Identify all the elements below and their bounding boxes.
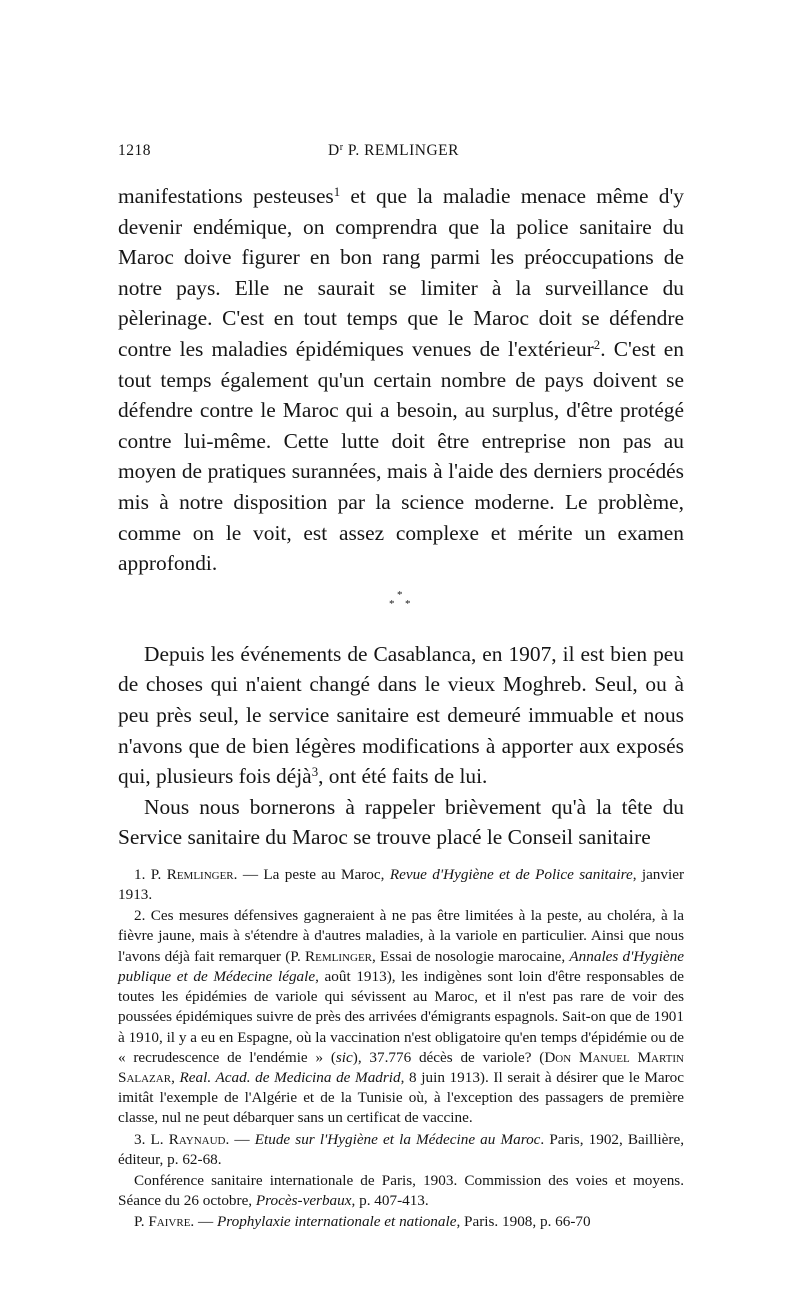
- page-header: [118, 142, 684, 166]
- footnote-text: , p. 407-413.: [351, 1192, 429, 1210]
- paragraph-1: [118, 181, 684, 579]
- footnote-text: 1. P.: [134, 865, 167, 883]
- footnote-author: Faivre: [148, 1213, 191, 1231]
- footnote-journal: Real. Acad. de Medicina de Madrid: [179, 1068, 401, 1086]
- footnote-author: Don Manuel Martin Salazar: [118, 1048, 684, 1086]
- footnote-text: , 8 juin 1913). Il serait à désirer que le Maroc imitât l'exemple de l'Algérie et de la Tunisie où, à l'exception des passagers de première classe, nul ne peut débarquer sans un certificat de vaccine.: [118, 1068, 684, 1127]
- footnote-journal: Annales d'Hygiène publique et de Médecine légale: [118, 947, 684, 985]
- footnote-title: Procès-verbaux: [255, 1192, 352, 1210]
- running-head-name: P. REMLINGER: [343, 142, 459, 159]
- footnote-2: [118, 906, 684, 1128]
- footnote-text: . —: [225, 1130, 255, 1148]
- footnote-ref-3: 3: [311, 765, 319, 780]
- footnote-text: , Paris. 1908, p. 66-70: [456, 1213, 591, 1231]
- footnote-text: 3. L.: [134, 1130, 169, 1148]
- paragraph-text: et que la maladie menace même d'y devenir endémique, on comprendra que la police sanitaire du Maroc doive figurer en bon rang parmi les préoccupations de notre pays. Elle ne saurait se limiter à la surveillance du pèlerinage. C'est en tout temps que le Maroc doit se défendre contre les maladies épidémiques venues de l'extérieur: [118, 184, 685, 361]
- footnote-3: [118, 1130, 684, 1170]
- footnote-4: [118, 1171, 684, 1211]
- footnote-text: P.: [134, 1213, 149, 1231]
- page-number: 1218: [118, 142, 151, 159]
- footnote-ref-1: 1: [333, 184, 341, 199]
- footnote-text: Conférence sanitaire internationale de Paris, 1903. Commission des voies et moyens. Séance du 26 octobre,: [118, 1171, 684, 1210]
- asterism-star-left: *: [389, 597, 395, 610]
- running-head-dr-sup: r: [339, 142, 344, 153]
- main-text: [118, 181, 684, 853]
- footnote-text: . Paris, 1902, Baillière, éditeur, p. 62-68.: [118, 1130, 685, 1168]
- book-page: [118, 142, 684, 1234]
- footnote-text: ,: [171, 1068, 180, 1086]
- footnote-author: Remlinger: [305, 947, 373, 965]
- footnote-ref-2: 2: [593, 337, 601, 352]
- footnote-text: , Essai de nosologie marocaine,: [372, 947, 570, 965]
- footnote-title: Etude sur l'Hygiène et la Médecine au Maroc: [254, 1130, 541, 1148]
- footnote-1: [118, 865, 684, 905]
- paragraph-text: . C'est en tout temps également qu'un certain nombre de pays doivent se défendre contre le Maroc qui a besoin, au surplus, d'être protégé contre lui-même. Cette lutte doit être entreprise non pas au moyen de pratiques surannées, mais à l'aide des derniers procédés mis à notre disposition par la science moderne. Le problème, comme on le voit, est assez complexe et mérite un examen approfondi.: [118, 336, 684, 576]
- footnotes: [118, 865, 684, 1233]
- paragraph-text: Depuis les événements de Casablanca, en 1907, il est bien peu de choses qui n'aient changé dans le vieux Moghreb. Seul, ou à peu près seul, le service sanitaire est demeuré immuable et nous n'avons que de bien légères modifications à apporter aux exposés qui, plusieurs fois déjà: [118, 641, 684, 789]
- paragraph-text: , ont été faits de lui.: [318, 764, 488, 789]
- footnote-author: Remlinger: [166, 865, 234, 883]
- footnote-journal: Revue d'Hygiène et de Police sanitaire: [389, 865, 633, 883]
- footnote-5: [118, 1212, 684, 1232]
- paragraph-3: Nous nous bornerons à rappeler brièvement qu'à la tête du Service sanitaire du Maroc se trouve placé le Conseil sanitaire: [118, 794, 684, 850]
- paragraph-2: [118, 639, 684, 792]
- footnote-title: Prophylaxie internationale et nationale: [217, 1213, 457, 1231]
- footnote-sic: sic: [335, 1048, 353, 1066]
- running-head-dr: D: [328, 142, 340, 159]
- running-head: [328, 142, 459, 160]
- footnote-author: Raynaud: [168, 1130, 226, 1148]
- footnote-text: 2. Ces mesures défensives gagneraient à ne pas être limitées à la peste, au choléra, à la fièvre jaune, mais à s'étendre à d'autres maladies, à la variole en particulier. Ainsi que nous l'avons déjà fait remarquer (P.: [118, 907, 684, 965]
- asterism-star-top: *: [397, 588, 403, 601]
- asterism-divider: [118, 579, 684, 639]
- asterism-star-right: *: [405, 597, 411, 610]
- paragraph-text: manifestations pesteuses: [118, 184, 334, 208]
- footnote-text: . — La peste au Maroc,: [233, 865, 390, 883]
- footnote-text: , janvier 1913.: [118, 865, 685, 904]
- footnote-text: ), 37.776 décès de variole? (: [352, 1048, 545, 1066]
- footnote-text: , août 1913), les indigènes sont loin d'être responsables de toutes les épidémies de variole qui sévissent au Maroc, et il n'est pas rare de voir des poussées épidémiques suivre de près des arrivées d'émigrants espagnols. Sait-on que de 1901 à 1910, il y a eu en Espagne, où la vaccination n'est obligatoire qu'en temps d'épidémie ou de « recrudescence de l'endémie » (: [118, 967, 685, 1066]
- footnote-text: . —: [190, 1213, 217, 1231]
